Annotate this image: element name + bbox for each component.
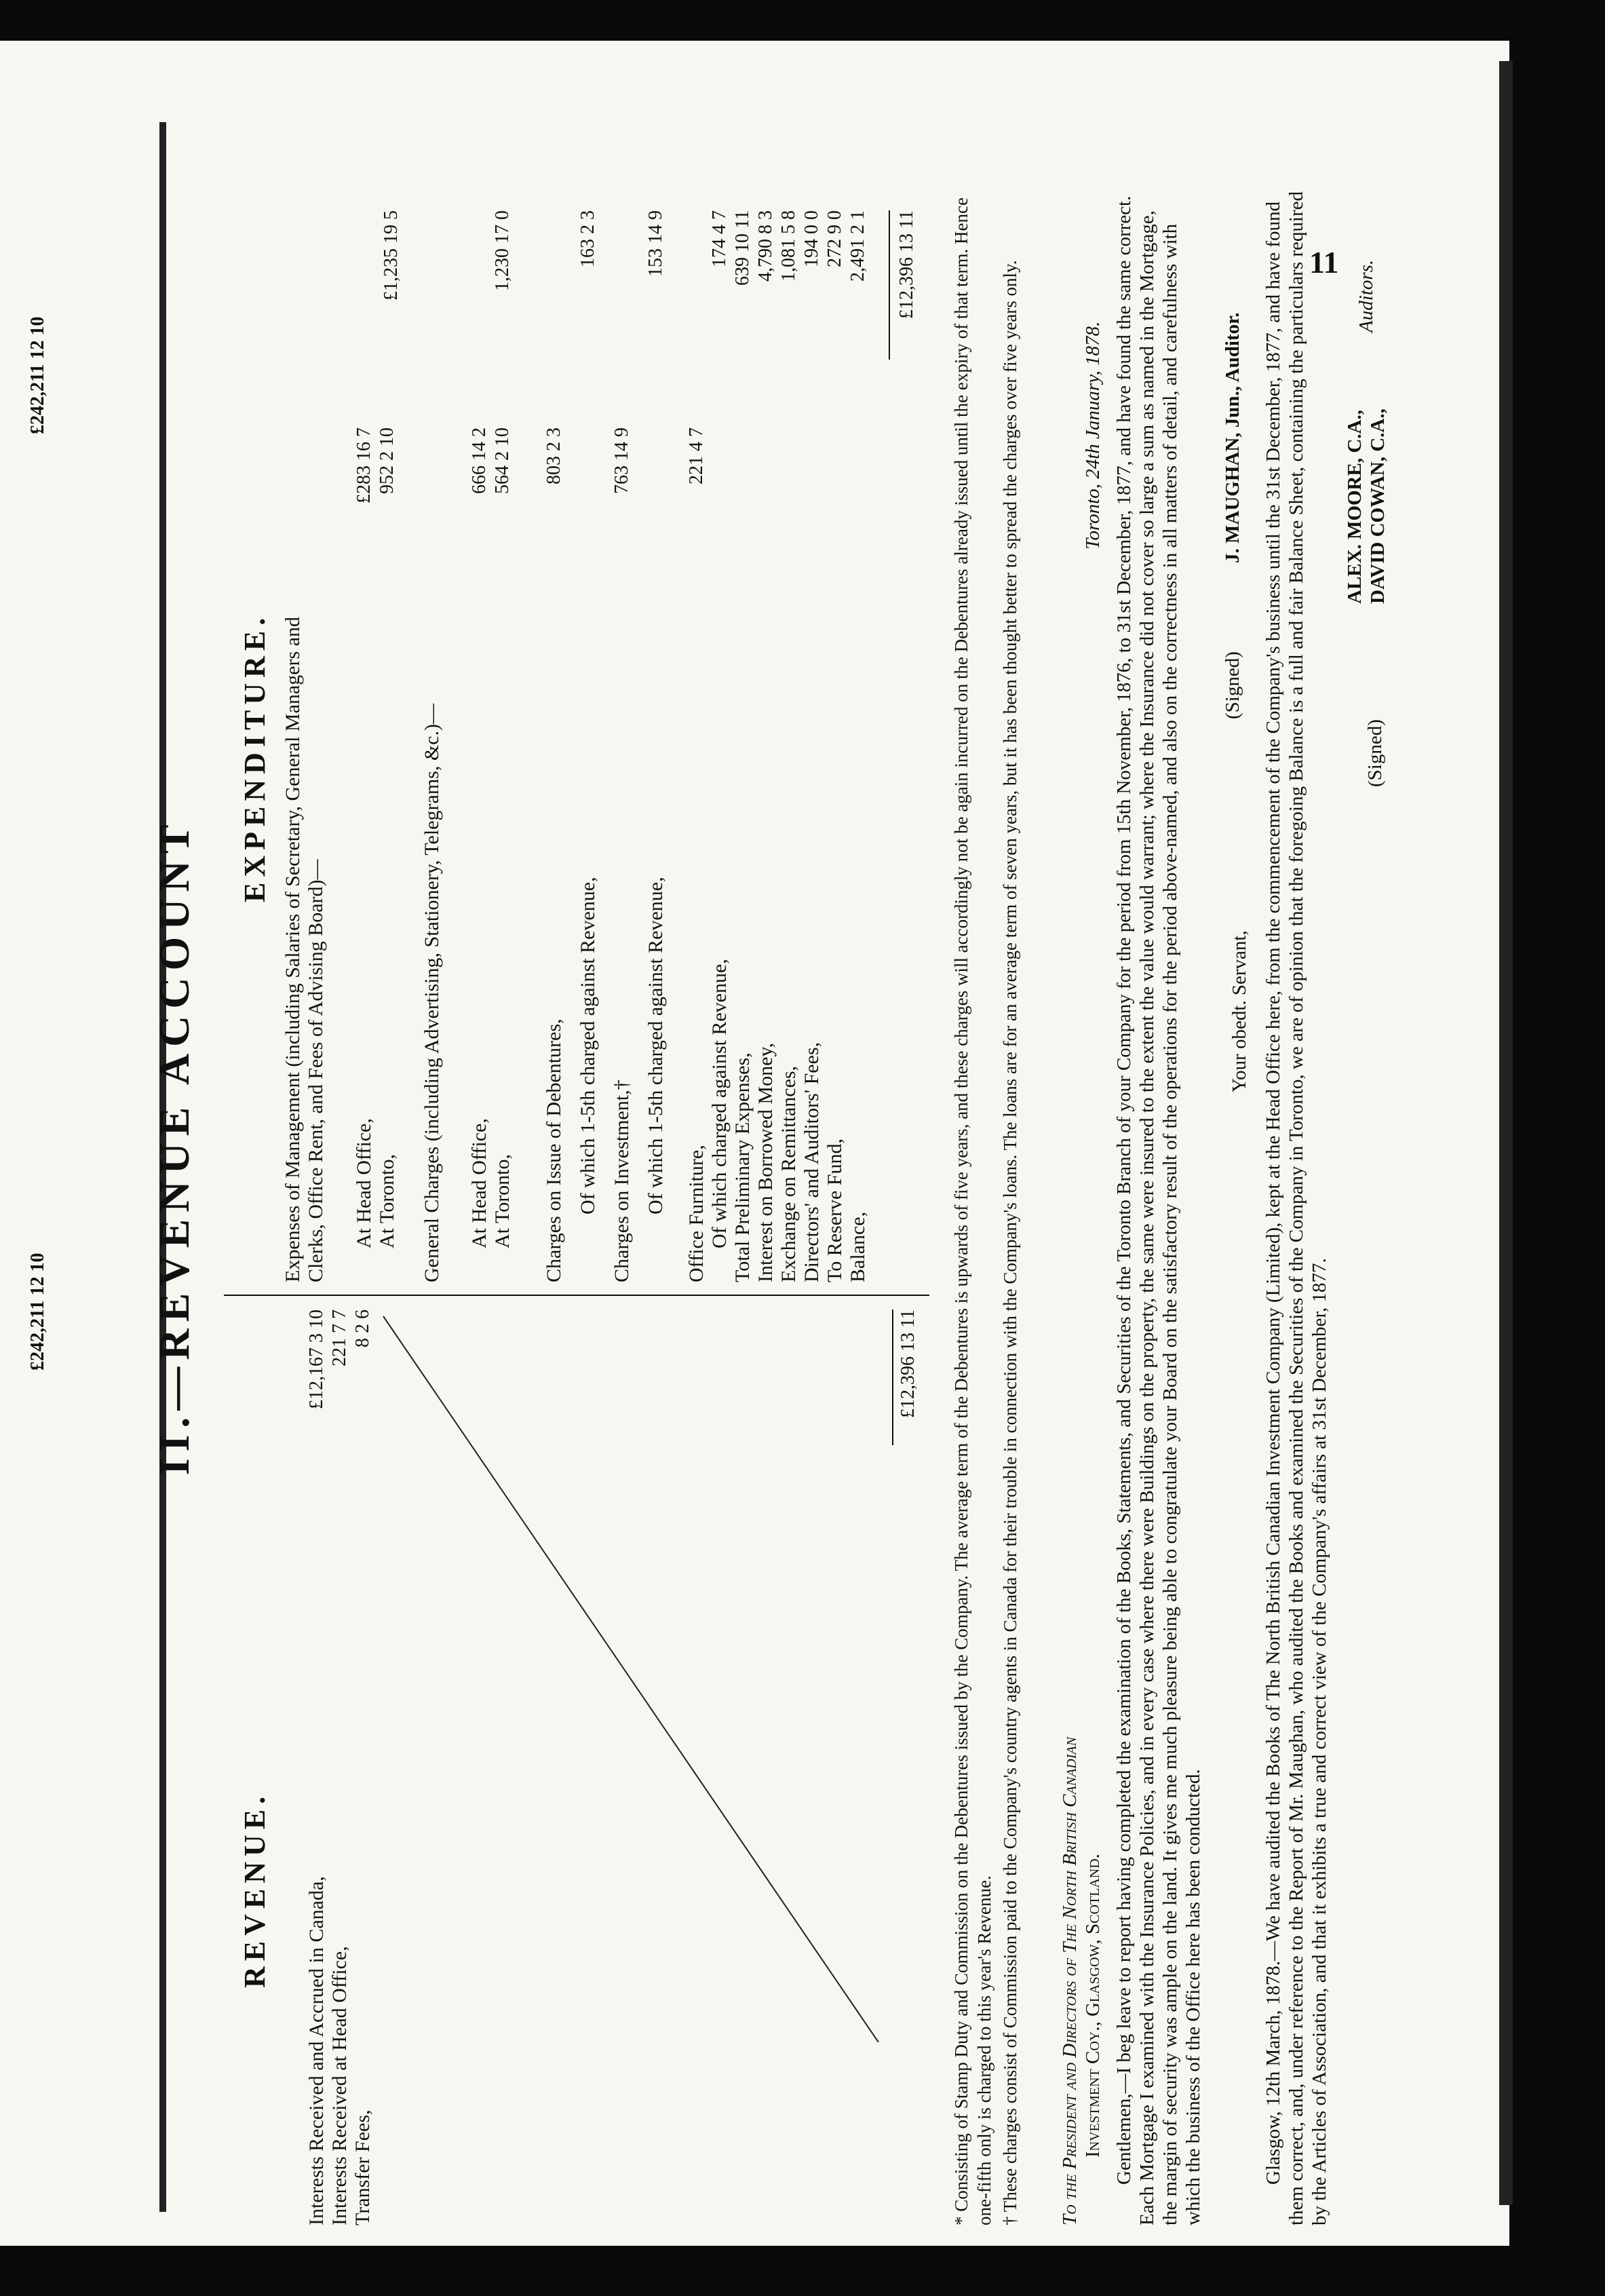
report-address-line1: To the President and Directors of The North British Canadian xyxy=(1059,1737,1081,2225)
report-closing: Your obedt. Servant, xyxy=(1229,930,1250,1092)
management-label: Expenses of Management (including Salaries of Secretary, General Managers and Clerks, Office Rent, and Fees of Advising Board)— xyxy=(282,616,327,1282)
auditor-name-2: DAVID COWAN, C.A., xyxy=(1367,408,1389,604)
prev-page-total-top: £242,211 12 10 xyxy=(27,316,48,434)
expenditure-heading: EXPENDITURE. xyxy=(238,612,271,902)
debentures-amount: 803 2 3 xyxy=(543,427,564,484)
revenue-diagonal-rule xyxy=(380,1309,882,2042)
report-signature: J. MAUGHAN, Jun., Auditor. xyxy=(1222,312,1243,563)
footnote-dagger: † These charges consist of Commission paid to the Company's country agents in Canada for their trouble in connection with the Company's loans. The loans are for an average term of seven years, but it has been thought better to spread the charges over five years only. xyxy=(1000,260,1020,2225)
auditors-signed: (Signed) xyxy=(1364,719,1386,787)
report-signed: (Signed) xyxy=(1222,651,1243,719)
management-head-office-label: At Head Office, xyxy=(353,1118,375,1248)
management-toronto-amount: 952 2 10 xyxy=(376,427,398,494)
investment-label: Charges on Investment,† xyxy=(611,1079,633,1282)
revenue-item-label: Interests Received at Head Office, xyxy=(328,1946,351,2225)
revenue-account-rotated xyxy=(136,47,1479,2246)
footnote-star: * Consisting of Stamp Duty and Commission on the Debentures issued by the Company. The average term of the Debentures is upwards of five years, and these charges will accordingly not be again incurred on the Debentures already issued until the expiry of that term. Hence one-fifth only is charged to this year's Revenue. xyxy=(951,197,994,2225)
general-toronto-label: At Toronto, xyxy=(491,1153,514,1248)
expenditure-item-label: To Reserve Fund, xyxy=(824,1138,846,1282)
prev-page-total-bottom: £242,211 12 10 xyxy=(27,1252,48,1371)
debentures-fifth-label: Of which 1-5th charged against Revenue, xyxy=(577,877,599,1214)
revenue-item-label: Interests Received and Accrued in Canada, xyxy=(305,1876,328,2225)
investment-fifth: 153 14 9 xyxy=(645,210,666,277)
management-total: £1,235 19 5 xyxy=(381,210,402,301)
expenditure-item-amount: 639 10 11 xyxy=(732,210,753,286)
revenue-item-label: Transfer Fees, xyxy=(351,2109,374,2225)
expenditure-item-amount: 194 0 0 xyxy=(801,210,822,267)
expenditure-item-label: Exchange on Remittances, xyxy=(777,1065,800,1282)
column-divider xyxy=(224,1295,929,1296)
auditor-name-1: ALEX. MOORE, C.A., xyxy=(1344,410,1366,604)
investment-amount: 763 14 9 xyxy=(611,427,632,494)
expenditure-item-label: Interest on Borrowed Money, xyxy=(754,1043,777,1282)
auditors-body: Glasgow, 12th March, 1878.—We have audited the Books of The North British Canadian Investment Company (Limited), kept at the Head Office here, from the commencement of the Company's business until the 31st December, 1877, and have found them correct, and, under reference to the Report of Mr. Maughan, who audited the Books and examined the Securities of the Company in Toronto, we are of opinion that the foregoing Balance is a full and fair Balance Sheet, containing the particulars required by the Articles of Association, and that it exhibits a true and correct view of the Company's affairs at 31st December, 1877. xyxy=(1262,191,1330,2225)
management-toronto-label: At Toronto, xyxy=(376,1153,398,1248)
debentures-fifth: 163 2 3 xyxy=(577,210,598,267)
expenditure-total: £12,396 13 11 xyxy=(896,210,917,319)
revenue-item-amount: 8 2 6 xyxy=(352,1309,373,1347)
general-charges-label: General Charges (including Advertising, Stationery, Telegrams, &c.)— xyxy=(421,704,443,1282)
furniture-charged: 174 4 7 xyxy=(709,210,730,267)
furniture-amount: 221 4 7 xyxy=(686,427,707,484)
report-body: Gentlemen,—I beg leave to report having completed the examination of the Books, Statements, and Securities of the Toronto Branch of your Company for the period from 15th November, 1876, to 31st December, 1877, and have found the same correct. Each Mortgage I examined with the Insurance Policies, and in every case where there were Buildings on the property, the same were insured to the extent the value would warrant; where the Insurance did not cover so large a sum as named in the Mortgage, the margin of security was ample on the land. It gives me much pleasure being able to congratulate your Board on the satisfactory result of the operations for the period above-named, and also on the correctness in all matters of detail, and carefulness with which the business of the Office here has been conducted. xyxy=(1113,195,1204,2225)
expenditure-item-label: Balance, xyxy=(847,1211,869,1282)
expenditure-total-rule xyxy=(889,210,890,360)
report-place-date: Toronto, 24th January, 1878. xyxy=(1082,321,1104,550)
revenue-item-amount: £12,167 3 10 xyxy=(306,1309,327,1409)
revenue-total-rule xyxy=(892,1309,893,1445)
furniture-label: Office Furniture, xyxy=(685,1145,708,1282)
expenditure-item-amount: 1,081 5 8 xyxy=(778,210,799,282)
auditors-role: Auditors. xyxy=(1355,259,1377,332)
revenue-heading: REVENUE. xyxy=(238,1791,271,1988)
page-right-edge xyxy=(1499,61,1513,2205)
investment-fifth-label: Of which 1-5th charged against Revenue, xyxy=(644,877,667,1214)
report-address-line2: Investment Coy., Glasgow, Scotland. xyxy=(1082,1854,1104,2158)
revenue-item-amount: 221 7 7 xyxy=(329,1309,350,1366)
management-head-office-amount: £283 16 7 xyxy=(353,427,374,503)
debentures-label: Charges on Issue of Debentures, xyxy=(543,1018,565,1282)
general-total: 1,230 17 0 xyxy=(492,210,513,291)
furniture-charged-label: Of which charged against Revenue, xyxy=(708,959,731,1248)
revenue-total: £12,396 13 11 xyxy=(897,1309,918,1418)
expenditure-item-amount: 2,491 2 1 xyxy=(847,210,868,282)
page-number: 11 xyxy=(1309,245,1339,280)
general-head-office-label: At Head Office, xyxy=(468,1118,490,1248)
general-toronto-amount: 564 2 10 xyxy=(492,427,513,494)
expenditure-item-label: Directors' and Auditors' Fees, xyxy=(800,1041,823,1282)
expenditure-item-amount: 4,790 8 3 xyxy=(755,210,776,282)
expenditure-item-label: Total Preliminary Expenses, xyxy=(731,1052,754,1282)
expenditure-item-amount: 272 9 0 xyxy=(824,210,845,267)
page-title: II.—REVENUE ACCOUNT xyxy=(150,818,198,1476)
general-head-office-amount: 666 14 2 xyxy=(469,427,490,494)
